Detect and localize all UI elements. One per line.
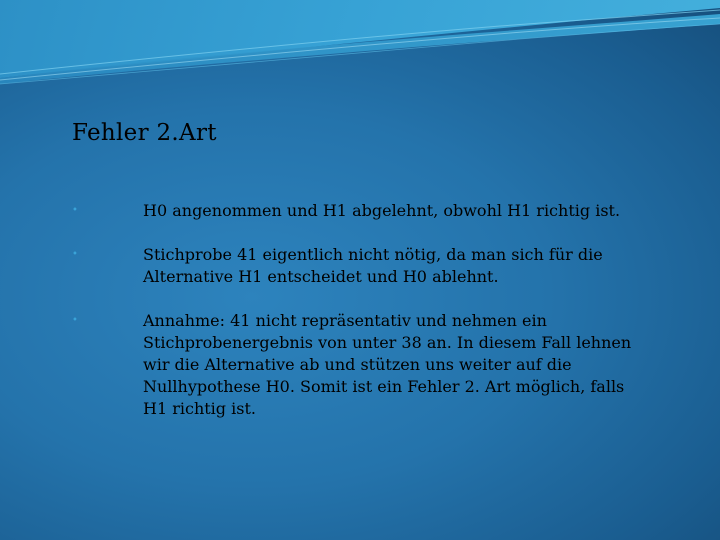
bullet-item-1	[72, 200, 652, 222]
bullet-item-2	[72, 244, 652, 288]
bullet-text-2: Stichprobe 41 eigentlich nicht nötig, da man sich für die Alternative H1 entscheidet und H0 ablehnt.	[143, 245, 603, 286]
bullet-list	[72, 200, 652, 442]
bullet-icon: •	[72, 315, 78, 326]
bullet-text-3: Annahme: 41 nicht repräsentativ und nehmen ein Stichprobenergebnis von unter 38 an. In diesem Fall lehnen wir die Alternative ab und stützen uns weiter auf die Nullhypothese H0. Somit ist ein Fehler 2. Art möglich, falls H1 richtig ist.	[143, 311, 632, 418]
bullet-text-1: H0 angenommen und H1 abgelehnt, obwohl H1 richtig ist.	[143, 201, 621, 220]
bullet-icon: •	[72, 205, 78, 216]
bullet-item-3	[72, 310, 652, 420]
bullet-icon: •	[72, 249, 78, 260]
decorative-wave-header	[0, 0, 720, 90]
slide-title: Fehler 2.Art	[72, 120, 217, 146]
